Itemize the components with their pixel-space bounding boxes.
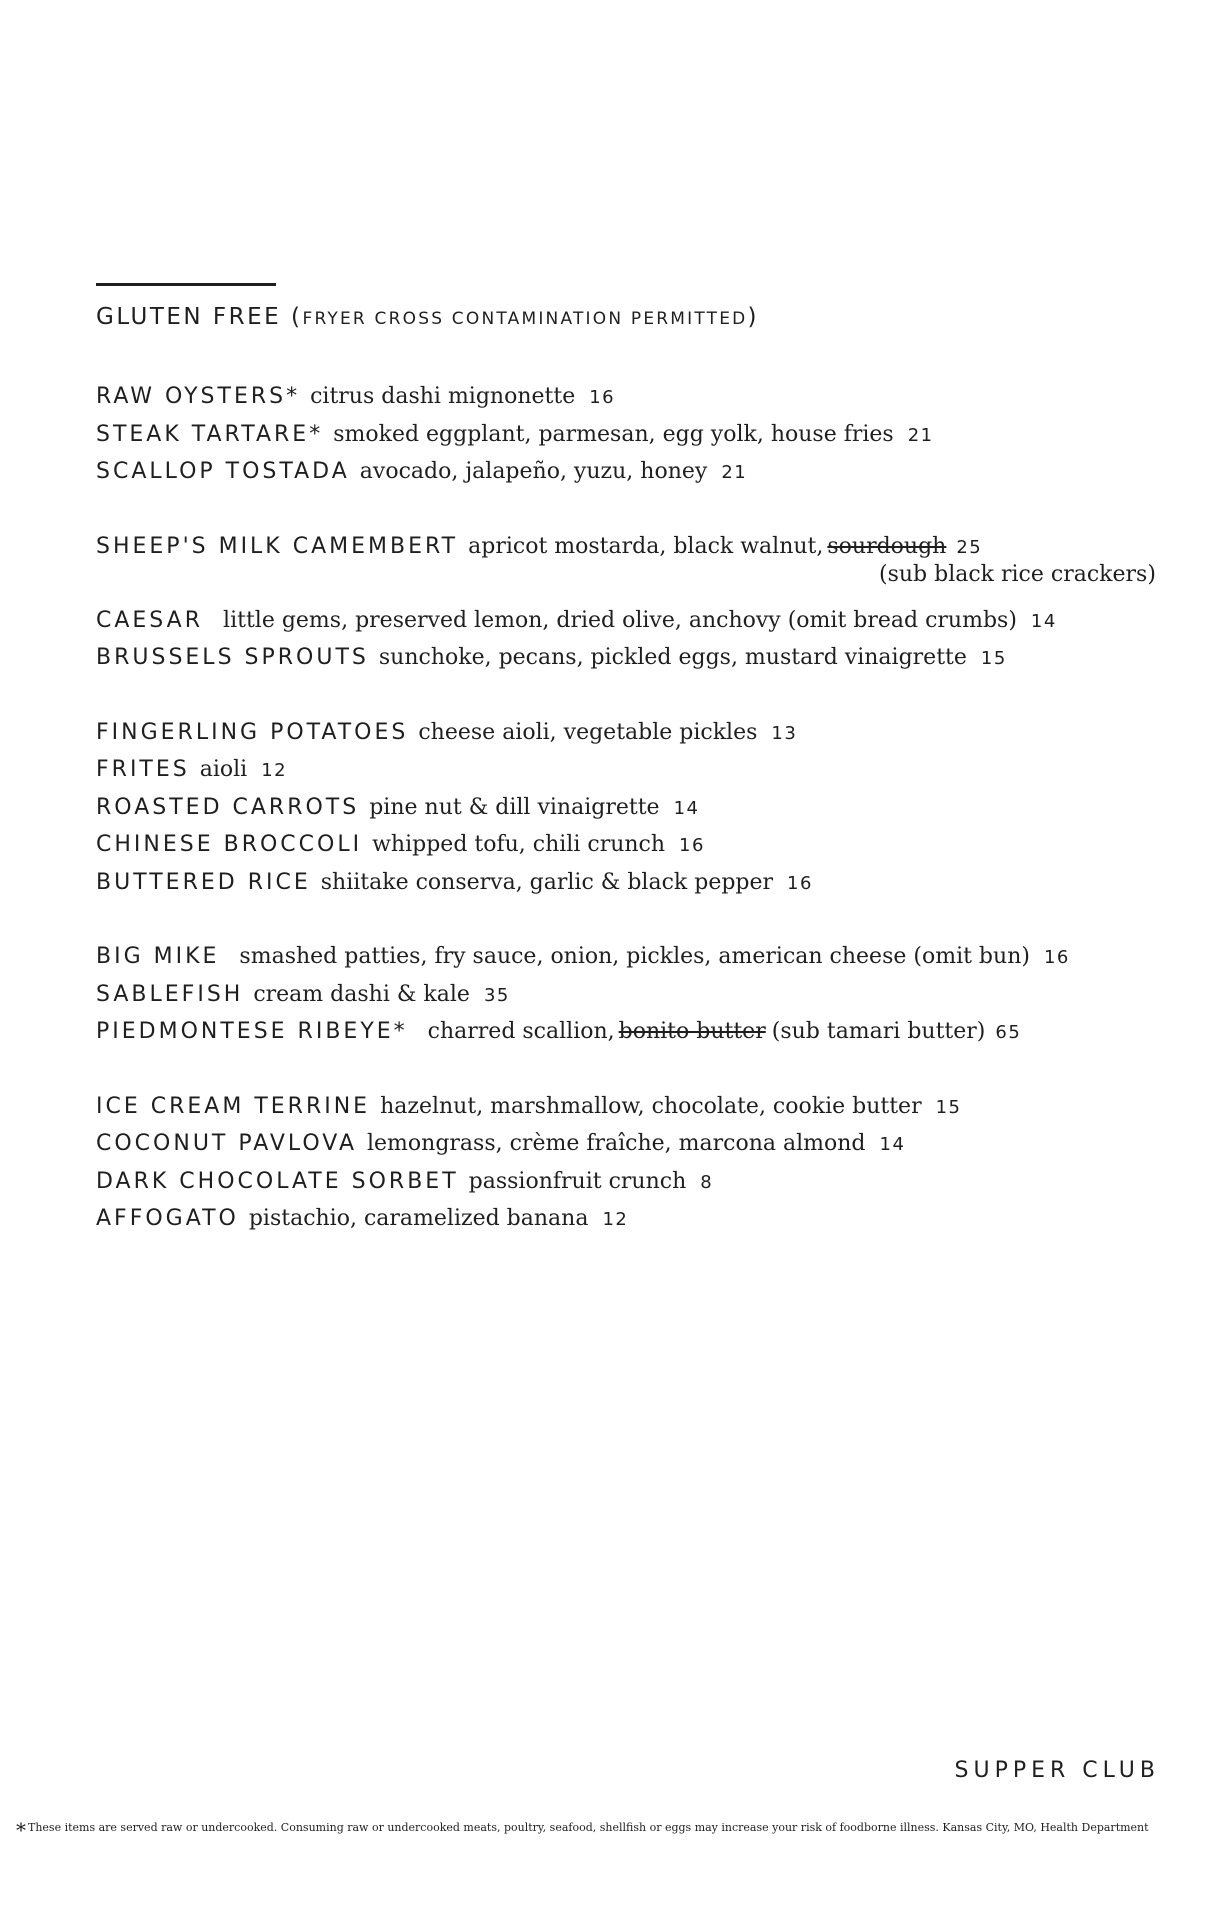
item-name: COCONUT PAVLOVA xyxy=(96,1131,357,1156)
menu-section-raw xyxy=(96,378,1196,491)
item-struck-ingredient: sourdough xyxy=(827,533,947,559)
menu-section-sides xyxy=(96,714,1196,902)
health-disclaimer xyxy=(16,1818,1216,1842)
item-description: shiitake conserva, garlic & black pepper xyxy=(320,869,774,895)
item-price: 12 xyxy=(602,1209,629,1230)
menu-item xyxy=(96,714,1196,752)
item-description: pistachio, caramelized banana xyxy=(248,1206,589,1231)
menu-item xyxy=(96,378,1196,416)
item-description: charred scallion, xyxy=(427,1019,615,1044)
item-name: PIEDMONTESE RIBEYE* xyxy=(96,1019,408,1044)
item-name: BUTTERED RICE xyxy=(96,869,311,895)
item-name: DARK CHOCOLATE SORBET xyxy=(96,1168,459,1194)
brand-name: SUPPER CLUB xyxy=(954,1758,1160,1783)
item-description: aioli xyxy=(199,757,248,782)
item-description: citrus dashi mignonette xyxy=(310,384,576,409)
item-description: smoked eggplant, parmesan, egg yolk, house fries xyxy=(333,421,894,447)
footnote-asterisk: * xyxy=(16,1818,26,1842)
item-name: ICE CREAM TERRINE xyxy=(96,1093,371,1119)
menu-item xyxy=(96,602,1196,640)
item-price: 35 xyxy=(483,984,510,1006)
item-price: 21 xyxy=(721,462,748,483)
item-struck-ingredient: bonito butter xyxy=(618,1019,766,1044)
item-name: SCALLOP TOSTADA xyxy=(96,459,350,484)
item-name: BIG MIKE xyxy=(96,944,220,969)
item-name: BRUSSELS SPROUTS xyxy=(96,645,369,670)
menu-item xyxy=(96,1163,1196,1201)
item-name: RAW OYSTERS* xyxy=(96,384,301,409)
item-description: cream dashi & kale xyxy=(253,981,470,1007)
menu-item xyxy=(96,528,1196,602)
item-price: 16 xyxy=(679,835,705,856)
item-substitution: (sub black rice crackers) xyxy=(879,561,1156,587)
item-price: 25 xyxy=(956,536,983,558)
item-description: lemongrass, crème fraîche, marcona almond xyxy=(367,1131,866,1156)
menu-item xyxy=(96,751,1196,789)
item-name: SABLEFISH xyxy=(96,981,244,1007)
item-price: 65 xyxy=(995,1022,1022,1043)
item-name: AFFOGATO xyxy=(96,1206,239,1231)
menu-item xyxy=(96,416,1196,454)
item-price: 16 xyxy=(787,872,813,894)
item-description: pine nut & dill vinaigrette xyxy=(369,794,660,820)
item-substitution: (sub tamari butter) xyxy=(771,1019,986,1044)
item-price: 15 xyxy=(935,1096,962,1118)
item-name: CHINESE BROCCOLI xyxy=(96,832,363,857)
item-price: 15 xyxy=(980,648,1007,669)
item-price: 14 xyxy=(673,797,700,819)
menu-section-mains xyxy=(96,938,1196,1051)
menu-item xyxy=(96,1088,1196,1126)
item-price: 16 xyxy=(1043,947,1070,968)
menu-section-starters xyxy=(96,528,1196,677)
footnote-text: These items are served raw or undercooked. Consuming raw or undercooked meats, poultry, seafood, shellfish or eggs may increase your risk of foodborne illness. Kansas City, MO, Health Department xyxy=(28,1821,1149,1834)
item-price: 16 xyxy=(589,387,616,408)
menu-heading xyxy=(96,304,759,330)
menu-item xyxy=(96,938,1196,976)
item-name: ROASTED CARROTS xyxy=(96,794,360,820)
menu-list xyxy=(96,378,1196,1275)
item-description: cheese aioli, vegetable pickles xyxy=(418,719,758,745)
item-description: little gems, preserved lemon, dried olive, anchovy (omit bread crumbs) xyxy=(223,607,1017,633)
item-name: SHEEP'S MILK CAMEMBERT xyxy=(96,533,459,559)
menu-item xyxy=(96,864,1196,902)
menu-item xyxy=(96,826,1196,864)
item-name: STEAK TARTARE* xyxy=(96,421,324,447)
menu-section-desserts xyxy=(96,1088,1196,1238)
item-price: 14 xyxy=(1030,610,1057,632)
heading-rule xyxy=(96,283,276,286)
item-name: CAESAR xyxy=(96,607,204,633)
item-description: whipped tofu, chili crunch xyxy=(372,832,666,857)
item-description: apricot mostarda, black walnut, xyxy=(468,533,824,559)
item-description: hazelnut, marshmallow, chocolate, cookie butter xyxy=(380,1093,922,1119)
menu-item xyxy=(96,1200,1196,1238)
item-description: passionfruit crunch xyxy=(468,1168,687,1194)
item-description: sunchoke, pecans, pickled eggs, mustard vinaigrette xyxy=(378,645,967,670)
menu-item xyxy=(96,453,1196,491)
menu-item xyxy=(96,639,1196,677)
heading-note: FRYER CROSS CONTAMINATION PERMITTED xyxy=(302,309,748,329)
item-price: 12 xyxy=(261,760,288,781)
item-name: FRITES xyxy=(96,757,190,782)
menu-item xyxy=(96,976,1196,1014)
item-price: 14 xyxy=(879,1134,906,1155)
menu-item xyxy=(96,1125,1196,1163)
heading-paren-open: ( xyxy=(291,304,303,330)
menu-item xyxy=(96,1013,1196,1051)
item-price: 13 xyxy=(771,722,798,744)
item-name: FINGERLING POTATOES xyxy=(96,719,409,745)
item-description: avocado, jalapeño, yuzu, honey xyxy=(359,459,708,484)
menu-item xyxy=(96,789,1196,827)
heading-paren-close: ) xyxy=(747,304,759,330)
heading-title: GLUTEN FREE xyxy=(96,304,282,330)
item-description: smashed patties, fry sauce, onion, pickles, american cheese (omit bun) xyxy=(239,944,1030,969)
item-price: 8 xyxy=(700,1171,714,1193)
item-price: 21 xyxy=(907,424,934,446)
